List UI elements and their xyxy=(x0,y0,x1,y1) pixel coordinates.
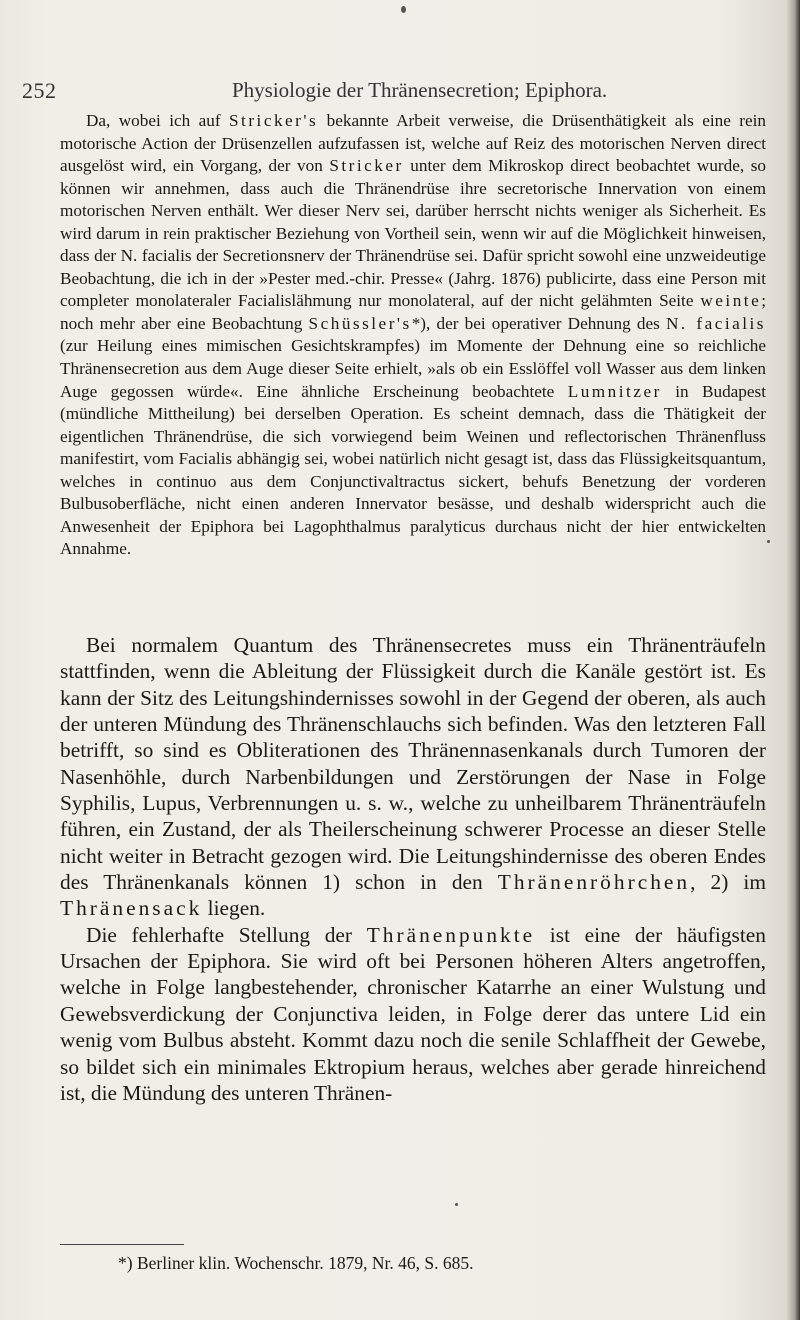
text-run: (zur Heilung eines mimischen Gesichtskrampfes) im Momente der Dehnung eine so reichliche Thränensecretion aus dem Auge dieser Seite erhielt, »als ob ein Esslöffel voll Wasser aus dem linken Auge gegossen würde«. Eine ähnliche Erscheinung beobachtete xyxy=(60,336,766,401)
page-header xyxy=(22,78,762,108)
emphasis-weinte: weinte xyxy=(700,291,762,311)
text-run: liegen. xyxy=(202,896,266,921)
text-run: unter dem Mikroskop direct beobachtet wurde, so können wir annehmen, dass auch die Thränendrüse ihre secretorische Innervation von einem motorischen Nerven enthält. Wer dieser Nerv sei, darüber herrscht nichts weniger als Sicherheit. Es wird darum in rein praktischer Beziehung von Vortheil sein, wenn wir auf die Möglichkeit hinweisen, dass der N. facialis der Secretionsnerv der Thränendrüse sei. Dafür spricht sowohl eine unzweideutige Beobachtung, die ich in der »Pester med.-chir. Presse« (Jahrg. 1876) publicirte, dass eine Person mit completer monolateraler Facialislähmung nur monolateral, auf der nicht gelähmten Seite xyxy=(60,156,766,311)
paragraph-leitungshindernisse xyxy=(60,632,766,922)
emphasis-thraenensack: Thränensack xyxy=(60,896,203,921)
footnote-divider xyxy=(60,1244,184,1245)
text-run: Die fehlerhafte Stellung der xyxy=(86,922,367,947)
text-run: ; noch mehr aber eine Beobachtung xyxy=(60,291,766,333)
running-title: Physiologie der Thränensecretion; Epiphora. xyxy=(232,78,608,102)
print-speck xyxy=(767,540,770,543)
author-name-stricker: Stricker xyxy=(329,156,404,176)
footnote: *) Berliner klin. Wochenschr. 1879, Nr. 46, S. 685. xyxy=(118,1253,474,1273)
text-run: ist eine der häufigsten Ursachen der Epiphora. Sie wird oft bei Personen höheren Alters angetroffen, welche in Folge langbestehender, chronischer Katarrhe an einer Wulstung und Gewebsverdickung der Conjunctiva leiden, in Folge derer das untere Lid ein wenig vom Bulbus absteht. Kommt dazu noch die senile Schlaffheit der Gewebe, so bildet sich ein minimales Ektropium heraus, welches aber gerade hinreichend ist, die Mündung des unteren Thränen- xyxy=(60,922,766,1105)
body-text xyxy=(60,632,766,1106)
paragraph-facialis xyxy=(60,110,766,561)
print-speck xyxy=(401,6,406,13)
text-run: *), der bei operativer Dehnung des xyxy=(411,313,666,333)
paragraph-thraenenpunkte xyxy=(60,922,766,1106)
text-run: Da, wobei ich auf xyxy=(86,111,229,130)
print-speck xyxy=(455,1203,458,1206)
author-name-schuessler: Schüssler's xyxy=(308,313,412,333)
text-run: in Budapest (mündliche Mittheilung) bei derselben Operation. Es scheint demnach, dass die Thätigkeit der eigentlichen Thränendrüse, die sich vorwiegend beim Weinen und reflectorischen Thränenfluss manifestirt, vom Facialis abhängig sei, wobei natürlich nicht gesagt ist, dass das Flüssigkeitsquantum, welches in continuo aus dem Conjunctivaltractus sickert, behufs Benetzung der vorderen Bulbusoberfläche, nicht einen anderen Innervator besässe, und deshalb widerspricht auch die Anwesenheit der Epiphora bei Lagophthalmus paralyticus durchaus nicht der hier entwickelten Annahme. xyxy=(60,381,766,559)
author-name-lumnitzer: Lumnitzer xyxy=(567,381,662,401)
emphasis-n-facialis: N. facialis xyxy=(665,313,766,333)
text-run: , 2) im xyxy=(690,870,766,895)
page-number: 252 xyxy=(22,78,57,103)
emphasis-thraenenroehrchen: Thränenröhrchen xyxy=(497,870,691,895)
author-name-stricker: Stricker's xyxy=(229,111,319,130)
emphasis-thraenenpunkte: Thränenpunkte xyxy=(366,922,536,947)
text-run: Bei normalem Quantum des Thränensecretes muss ein Thränenträufeln stattfinden, wenn die Ableitung der Flüssigkeit durch die Kanäle gestört ist. Es kann der Sitz des Leitungshindernisses sowohl in der Gegend der oberen, als auch der unteren Mündung des Thränenschlauchs sich befinden. Was den letzteren Fall betrifft, so sind es Obliterationen des Thränennasenkanals durch Tumoren der Nasenhöhle, durch Narbenbildungen und Zerstörungen der Nase in Folge Syphilis, Lupus, Verbrennungen u. s. w., welche zu unheilbarem Thränenträufeln führen, ein Zustand, der als Theilerscheinung schwerer Processe an dieser Stelle nicht weiter in Betracht gezogen wird. Die Leitungshindernisse des oberen Endes des Thränenkanals können 1) schon in den xyxy=(60,633,766,895)
paragraph-small-print xyxy=(60,110,766,561)
page-edge-shadow xyxy=(786,0,800,1320)
text-run: bekannte Arbeit verweise, die Drüsenthätigkeit als eine rein motorische Action der Drüsenzellen aufzufassen ist, welche auf Reiz des motorischen Nerven direct ausgelöst wird, ein Vorgang, der von xyxy=(60,111,766,176)
